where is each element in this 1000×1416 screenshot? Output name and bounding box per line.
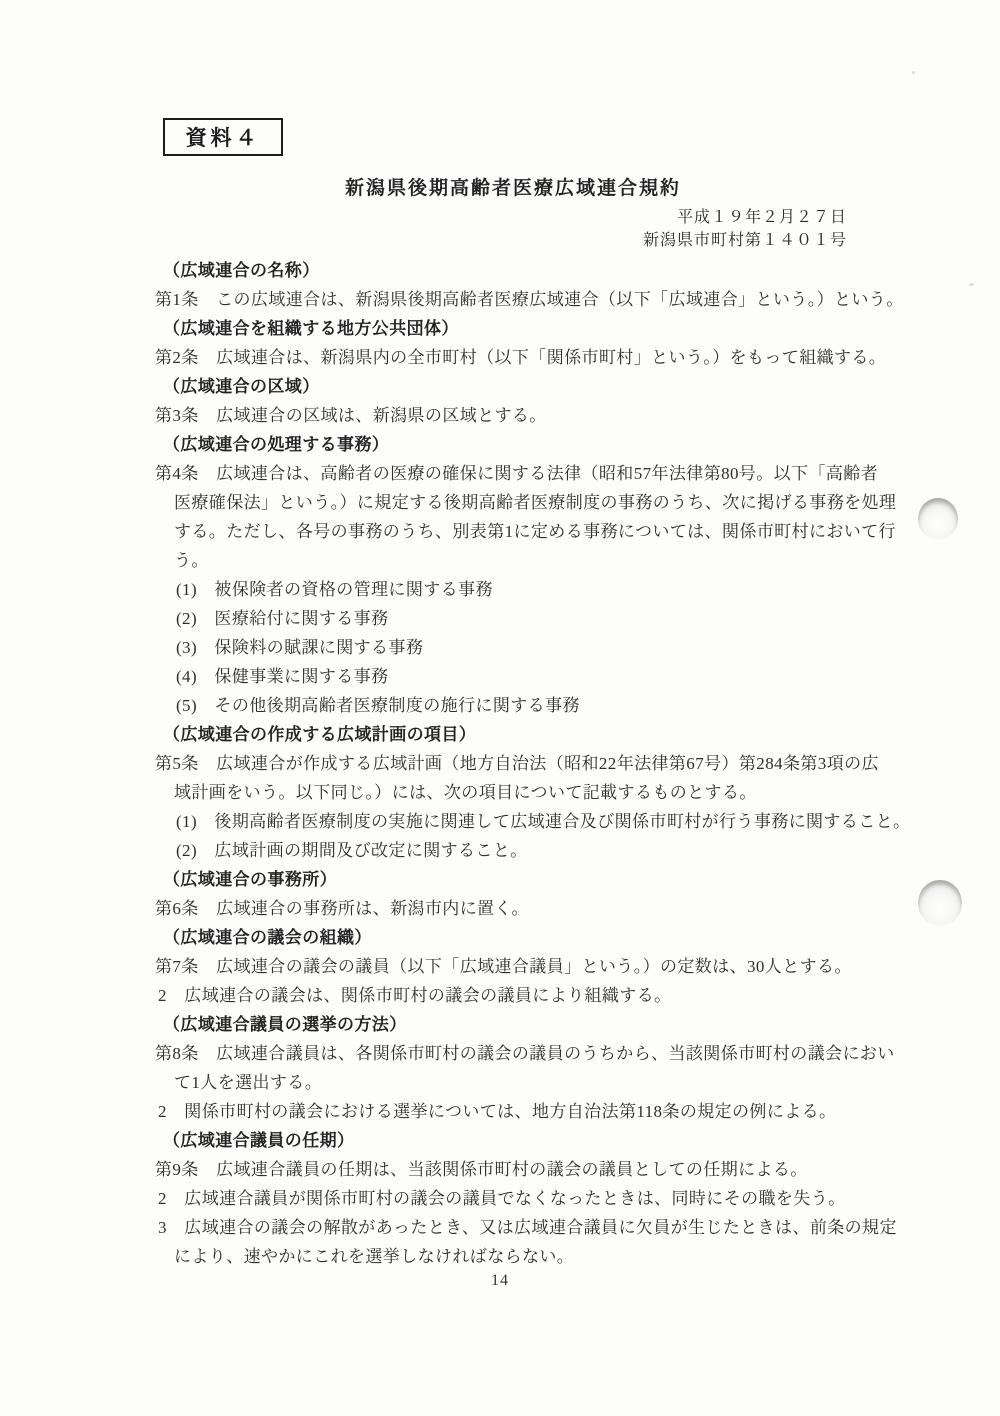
article-caption: （広域連合の事務所） xyxy=(163,870,337,889)
article-caption: （広域連合の作成する広域計画の項目） xyxy=(163,725,477,744)
article-text-continued: する。ただし、各号の事務のうち、別表第1に定める事務については、関係市町村において行 xyxy=(174,522,896,541)
article-caption: （広域連合を組織する地方公共団体） xyxy=(163,319,459,338)
article-text-continued: により、速やかにこれを選挙しなければならない。 xyxy=(174,1247,575,1266)
article-caption: （広域連合の処理する事務） xyxy=(163,435,390,454)
article-text: 第2条 広域連合は、新潟県内の全市町村（以下「関係市町村」という。）をもって組織する。 xyxy=(155,348,887,367)
list-item: (5) その他後期高齢者医療制度の施行に関する事務 xyxy=(176,696,580,715)
article-caption: （広域連合の区域） xyxy=(163,377,320,396)
article-text-continued: 医療確保法」という。）に規定する後期高齢者医療制度の事務のうち、次に掲げる事務を処理 xyxy=(174,493,897,512)
article-text: 第6条 広域連合の事務所は、新潟市内に置く。 xyxy=(155,899,529,918)
scan-speck xyxy=(969,283,974,286)
article-caption: （広域連合議員の任期） xyxy=(163,1131,355,1150)
article-text: 第7条 広域連合の議会の議員（以下「広域連合議員」という。）の定数は、30人とする。 xyxy=(155,957,852,976)
document-title: 新潟県後期高齢者医療広域連合規約 xyxy=(344,178,681,199)
article-text: 第8条 広域連合議員は、各関係市町村の議会の議員のうちから、当該関係市町村の議会におい xyxy=(155,1044,895,1063)
document-number: 新潟県市町村第１４０１号 xyxy=(642,232,847,249)
list-item: (2) 広域計画の期間及び改定に関すること。 xyxy=(176,841,528,860)
article-text: 第5条 広域連合が作成する広域計画（地方自治法（昭和22年法律第67号）第284条第3項の広 xyxy=(155,754,879,773)
document-content xyxy=(155,176,911,1271)
list-item: (3) 保険料の賦課に関する事務 xyxy=(176,638,424,657)
document-tag-label: 資料４ xyxy=(185,126,261,150)
article-caption: （広域連合議員の選挙の方法） xyxy=(163,1015,407,1034)
article-text-continued: て1人を選出する。 xyxy=(174,1073,323,1092)
article-text: 第4条 広域連合は、高齢者の医療の確保に関する法律（昭和57年法律第80号。以下「高齢者 xyxy=(155,464,879,483)
article-text: 第3条 広域連合の区域は、新潟県の区域とする。 xyxy=(155,406,547,425)
paragraph-text: 2 広域連合議員が関係市町村の議会の議員でなくなったときは、同時にその職を失う。 xyxy=(158,1189,846,1208)
document-tag-box xyxy=(163,118,283,156)
punch-hole-shadow xyxy=(918,880,962,926)
punch-hole-shadow xyxy=(918,498,958,540)
page-number: 14 xyxy=(491,1272,509,1289)
paragraph-text: 2 広域連合の議会は、関係市町村の議会の議員により組織する。 xyxy=(158,986,672,1005)
scan-speck xyxy=(912,71,915,74)
article-caption: （広域連合の議会の組織） xyxy=(163,928,372,947)
article-text: 第9条 広域連合議員の任期は、当該関係市町村の議会の議員としての任期による。 xyxy=(155,1160,808,1179)
article-caption: （広域連合の名称） xyxy=(163,261,320,280)
list-item: (4) 保健事業に関する事務 xyxy=(176,667,389,686)
list-item: (1) 後期高齢者医療制度の実施に関連して広域連合及び関係市町村が行う事務に関すること。 xyxy=(176,812,911,831)
article-text: 第1条 この広域連合は、新潟県後期高齢者医療広域連合（以下「広域連合」という。）という。 xyxy=(155,290,904,309)
paragraph-text: 3 広域連合の議会の解散があったとき、又は広域連合議員に欠員が生じたときは、前条の規定 xyxy=(158,1218,897,1237)
article-text-continued: 域計画をいう。以下同じ。）には、次の項目について記載するものとする。 xyxy=(174,783,757,802)
regulation-body xyxy=(155,256,911,1271)
paragraph-text: 2 関係市町村の議会における選挙については、地方自治法第118条の規定の例による。 xyxy=(158,1102,837,1121)
list-item: (1) 被保険者の資格の管理に関する事務 xyxy=(176,580,493,599)
list-item: (2) 医療給付に関する事務 xyxy=(176,609,389,628)
issue-date: 平成１９年２月２７日 xyxy=(676,209,847,226)
document-date-block xyxy=(155,206,871,252)
article-text-continued: う。 xyxy=(174,551,209,570)
